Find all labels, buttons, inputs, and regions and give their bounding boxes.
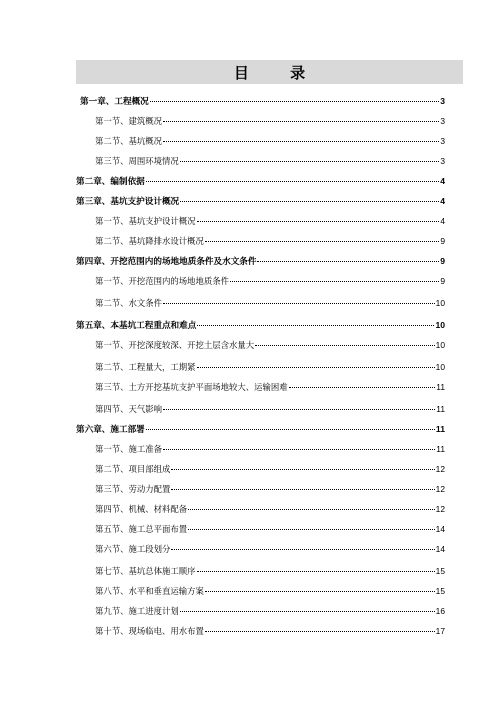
toc-entry-label: 第二章、编制依据 xyxy=(76,177,145,187)
dot-leader xyxy=(230,280,439,282)
toc-entry-label: 第二节、工程量大，工期紧 xyxy=(95,362,196,372)
dot-leader xyxy=(180,160,440,162)
dot-leader xyxy=(146,428,435,430)
dot-leader xyxy=(188,528,435,530)
dot-leader xyxy=(150,100,439,102)
toc-entry-page-number: 3 xyxy=(440,116,445,126)
dot-leader xyxy=(197,366,435,368)
toc-entry-page-number: 12 xyxy=(435,484,445,494)
toc-section-entry[interactable] xyxy=(95,585,445,599)
toc-section-entry[interactable] xyxy=(95,483,445,497)
toc-section-entry[interactable] xyxy=(95,235,445,249)
toc-chapter-entry[interactable] xyxy=(76,319,445,333)
toc-entry-page-number: 11 xyxy=(436,444,445,454)
toc-entry-page-number: 3 xyxy=(440,96,445,106)
toc-entry-label: 第一章、工程概况 xyxy=(80,97,149,107)
dot-leader xyxy=(205,630,435,632)
toc-section-entry[interactable] xyxy=(95,115,445,129)
toc-entry-page-number: 4 xyxy=(440,196,445,206)
toc-section-entry[interactable] xyxy=(95,625,445,639)
toc-entry-label: 第十节、现场临电、用水布置 xyxy=(95,626,204,636)
toc-section-entry[interactable] xyxy=(95,215,445,229)
toc-title: 目 录 xyxy=(233,63,324,82)
toc-entry-page-number: 9 xyxy=(440,276,445,286)
toc-entry-page-number: 11 xyxy=(435,424,445,434)
toc-section-entry[interactable] xyxy=(95,443,445,457)
toc-entry-page-number: 15 xyxy=(435,566,445,576)
toc-section-entry[interactable] xyxy=(95,463,445,477)
toc-entry-label: 第四章、开挖范围内的场地地质条件及水文条件 xyxy=(76,257,257,267)
toc-entry-label: 第二节、水文条件 xyxy=(95,298,162,308)
toc-entry-label: 第八节、水平和垂直运输方案 xyxy=(95,586,204,596)
toc-chapter-entry[interactable] xyxy=(80,95,445,109)
toc-section-entry[interactable] xyxy=(95,605,445,619)
toc-entry-label: 第一节、施工准备 xyxy=(95,444,162,454)
dot-leader xyxy=(171,548,434,550)
dot-leader xyxy=(197,570,435,572)
dot-leader xyxy=(289,386,436,388)
toc-section-entry[interactable] xyxy=(95,403,445,417)
toc-entry-page-number: 3 xyxy=(440,136,445,146)
toc-entry-page-number: 4 xyxy=(440,216,445,226)
toc-entry-label: 第一节、基坑支护设计概况 xyxy=(95,216,196,226)
toc-section-entry[interactable] xyxy=(95,523,445,537)
toc-entry-label: 第四节、机械、材料配备 xyxy=(95,504,188,514)
toc-entry-page-number: 12 xyxy=(435,504,445,514)
dot-leader xyxy=(197,220,440,222)
toc-entry-label: 第二节、基坑概况 xyxy=(95,136,162,146)
dot-leader xyxy=(205,240,439,242)
toc-entry-page-number: 14 xyxy=(435,544,445,554)
toc-section-entry[interactable] xyxy=(95,565,445,579)
toc-entry-page-number: 10 xyxy=(435,340,445,350)
dot-leader xyxy=(163,302,435,304)
dot-leader xyxy=(163,408,435,410)
toc-section-entry[interactable] xyxy=(95,339,445,353)
toc-entry-page-number: 16 xyxy=(435,606,445,616)
toc-section-entry[interactable] xyxy=(95,275,445,289)
toc-section-entry[interactable] xyxy=(95,503,445,517)
toc-entry-page-number: 10 xyxy=(435,298,445,308)
dot-leader xyxy=(163,120,439,122)
dot-leader xyxy=(257,260,439,262)
dot-leader xyxy=(205,590,435,592)
toc-entry-page-number: 4 xyxy=(440,176,445,186)
toc-entry-label: 第三章、基坑支护设计概况 xyxy=(76,197,180,207)
toc-section-entry[interactable] xyxy=(95,361,445,375)
toc-section-entry[interactable] xyxy=(95,135,445,149)
toc-chapter-entry[interactable] xyxy=(76,195,445,209)
toc-entry-label: 第三节、周围环境情况 xyxy=(95,156,179,166)
dot-leader xyxy=(188,508,435,510)
toc-entry-label: 第一节、建筑概况 xyxy=(95,116,162,126)
dot-leader xyxy=(171,468,434,470)
toc-entry-page-number: 14 xyxy=(435,524,445,534)
toc-entry-label: 第九节、施工进度计划 xyxy=(95,606,179,616)
toc-entry-page-number: 10 xyxy=(435,320,445,330)
toc-entry-page-number: 17 xyxy=(435,626,445,636)
dot-leader xyxy=(146,180,439,182)
toc-entry-page-number: 9 xyxy=(440,256,445,266)
toc-entry-page-number: 10 xyxy=(435,362,445,372)
toc-entry-page-number: 3 xyxy=(440,156,445,166)
toc-entry-label: 第六节、施工段划分 xyxy=(95,544,171,554)
toc-entry-page-number: 11 xyxy=(436,404,445,414)
dot-leader xyxy=(197,324,434,326)
dot-leader xyxy=(163,448,435,450)
dot-leader xyxy=(171,488,434,490)
toc-section-entry[interactable] xyxy=(95,381,445,395)
toc-entry-page-number: 12 xyxy=(435,464,445,474)
toc-entry-label: 第一节、开挖范围内的场地地质条件 xyxy=(95,276,229,286)
dot-leader xyxy=(255,344,435,346)
toc-entry-label: 第六章、施工部署 xyxy=(76,425,145,435)
toc-entry-label: 第五节、施工总平面布置 xyxy=(95,524,188,534)
toc-chapter-entry[interactable] xyxy=(76,423,445,437)
toc-entry-label: 第三节、土方开挖基坑支护平面场地较大、运输困难 xyxy=(95,382,288,392)
toc-entry-label: 第七节、基坑总体施工顺序 xyxy=(95,566,196,576)
toc-chapter-entry[interactable] xyxy=(76,175,445,189)
toc-entry-page-number: 15 xyxy=(435,586,445,596)
toc-section-entry[interactable] xyxy=(95,155,445,169)
toc-entry-page-number: 11 xyxy=(436,382,445,392)
dot-leader xyxy=(163,140,439,142)
toc-entry-label: 第五章、本基坑工程重点和难点 xyxy=(76,321,197,331)
toc-title-bar xyxy=(76,60,463,84)
toc-entry-label: 第二节、基坑降排水设计概况 xyxy=(95,236,204,246)
toc-entry-page-number: 9 xyxy=(440,236,445,246)
toc-entry-label: 第一节、开挖深度较深、开挖土层含水量大 xyxy=(95,340,255,350)
toc-section-entry[interactable] xyxy=(95,543,445,557)
dot-leader xyxy=(180,610,435,612)
toc-section-entry[interactable] xyxy=(95,297,445,311)
toc-entry-label: 第二节、项目部组成 xyxy=(95,464,171,474)
toc-entry-label: 第四节、天气影响 xyxy=(95,404,162,414)
toc-chapter-entry[interactable] xyxy=(76,255,445,269)
dot-leader xyxy=(180,200,439,202)
toc-entry-label: 第三节、劳动力配置 xyxy=(95,484,171,494)
